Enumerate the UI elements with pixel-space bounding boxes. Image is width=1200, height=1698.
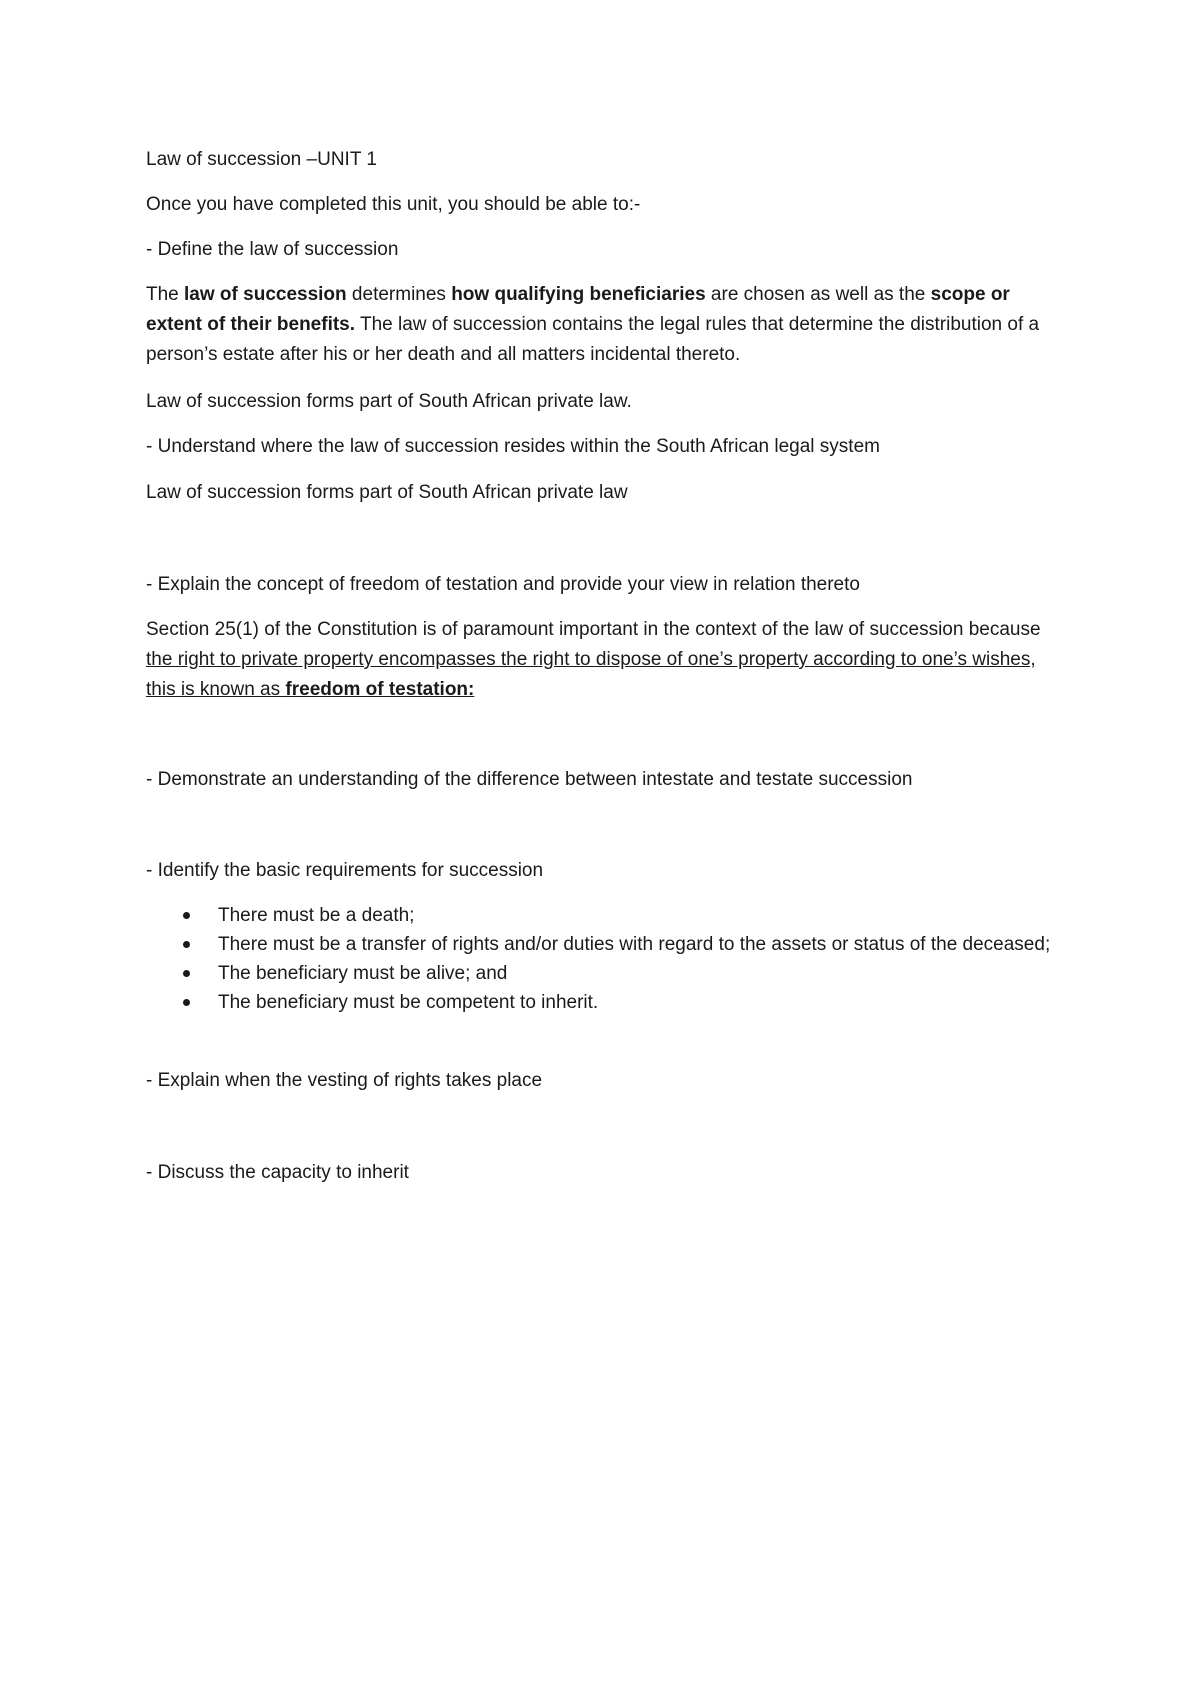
- objective-vesting: - Explain when the vesting of rights takes place: [146, 1070, 543, 1091]
- objective-intestate-testate: - Demonstrate an understanding of the difference between intestate and testate succession: [146, 769, 913, 790]
- objective-requirements: - Identify the basic requirements for succession: [146, 860, 544, 881]
- list-item: There must be a death;: [146, 901, 1066, 930]
- private-law-statement-2: Law of succession forms part of South African private law: [146, 482, 628, 503]
- intro-text: Once you have completed this unit, you should be able to:-: [146, 194, 641, 215]
- requirements-list: [146, 901, 1066, 1017]
- section-25-paragraph: Section 25(1) of the Constitution is of paramount important in the context of the law of succession because the right to private property encompasses the right to dispose of one’s property according to one’s wishes, this is known as freedom of testation:: [146, 619, 1041, 700]
- objective-understand: - Understand where the law of succession resides within the South African legal system: [146, 436, 880, 457]
- bullet-icon: [183, 941, 190, 948]
- bullet-icon: [183, 912, 190, 919]
- list-item: There must be a transfer of rights and/or duties with regard to the assets or status of the deceased;: [146, 930, 1066, 959]
- list-item: The beneficiary must be alive; and: [146, 959, 1066, 988]
- list-item: The beneficiary must be competent to inherit.: [146, 988, 1066, 1017]
- objective-freedom-of-testation: - Explain the concept of freedom of testation and provide your view in relation thereto: [146, 574, 860, 595]
- bullet-icon: [183, 999, 190, 1006]
- bullet-icon: [183, 970, 190, 977]
- private-law-statement-1: Law of succession forms part of South African private law.: [146, 391, 632, 412]
- document-title: Law of succession –UNIT 1: [146, 149, 377, 170]
- objective-capacity: - Discuss the capacity to inherit: [146, 1162, 409, 1183]
- objective-define: - Define the law of succession: [146, 239, 399, 260]
- definition-paragraph: The law of succession determines how qualifying beneficiaries are chosen as well as the scope or extent of their benefits. The law of succession contains the legal rules that determine the distribution of a person’s estate after his or her death and all matters incidental thereto.: [146, 284, 1040, 365]
